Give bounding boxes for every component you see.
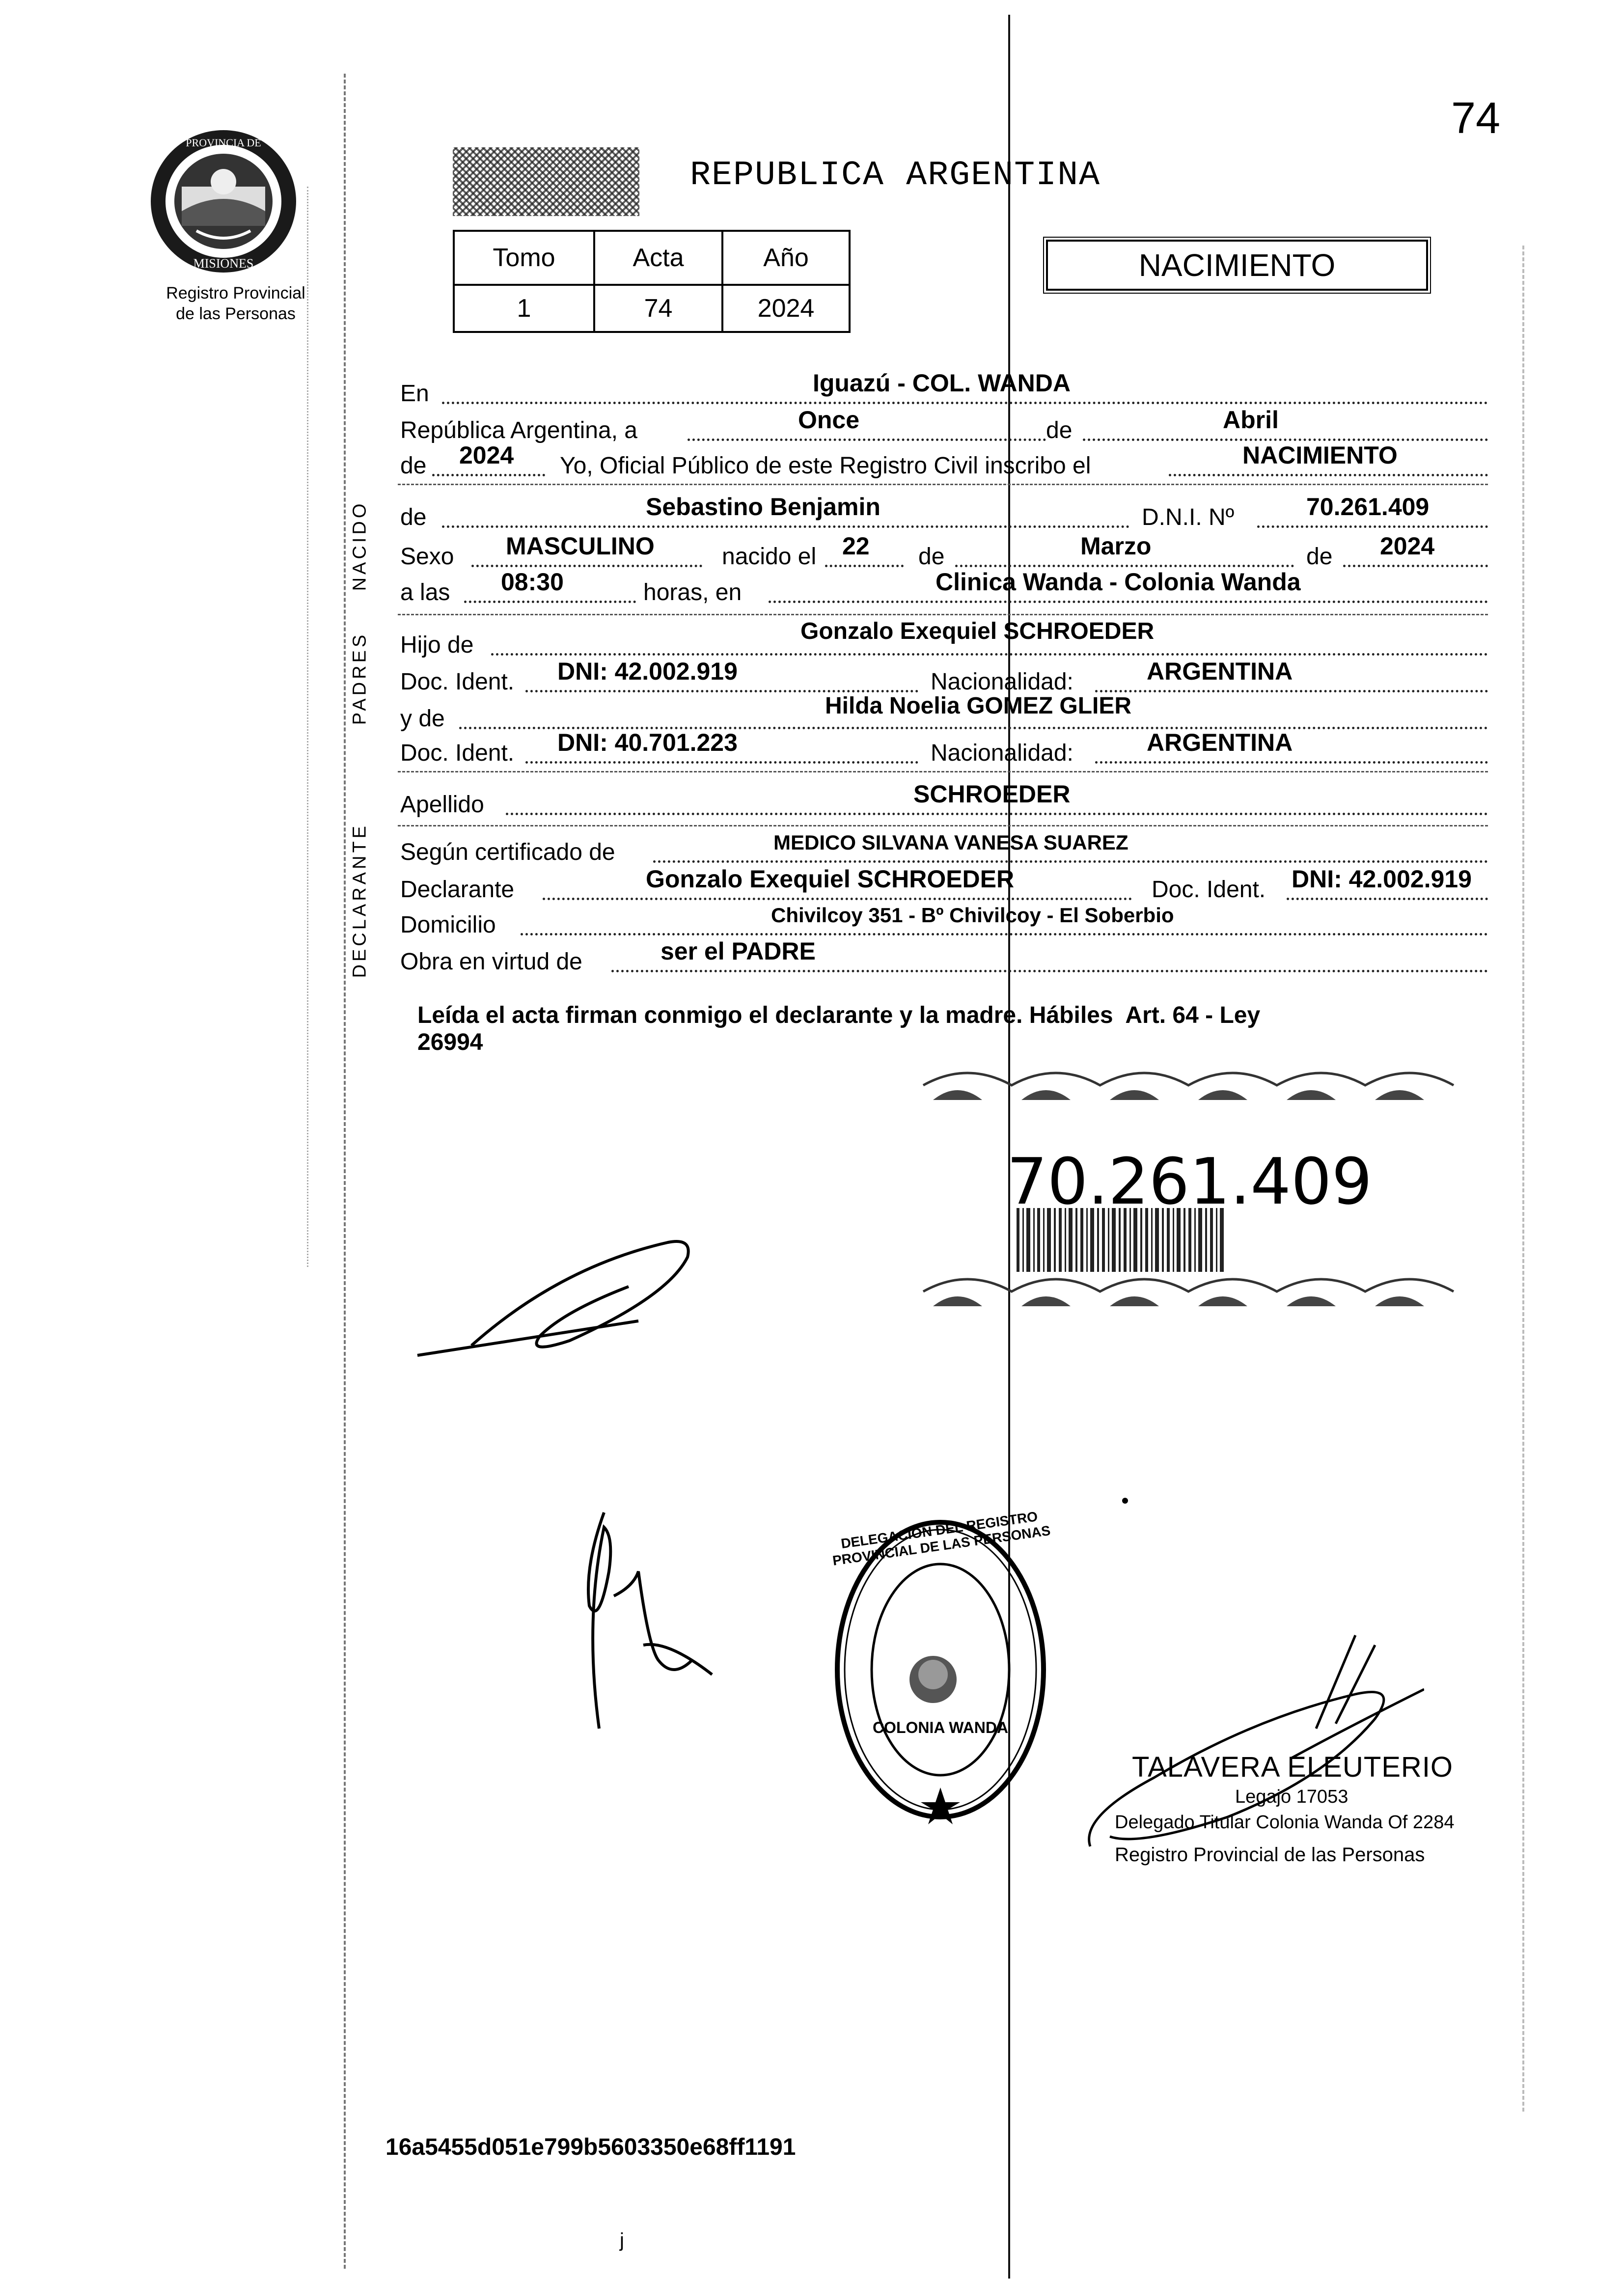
sticker-number: 70.261.409: [1007, 1144, 1373, 1219]
declarante-value: Gonzalo Exequiel SCHROEDER: [646, 865, 1015, 893]
lugar-dots: [769, 601, 1488, 603]
dia-value: Once: [798, 406, 860, 434]
declarante-doc-label: Doc. Ident.: [1152, 877, 1266, 903]
id-sticker: [894, 1061, 1483, 1326]
mes-dots: [1083, 439, 1488, 441]
certificado-label: Según certificado de: [400, 839, 615, 865]
misiones-seal-icon: [147, 128, 300, 275]
right-margin-ticks: [1522, 246, 1524, 2112]
footer-mark: j: [620, 2229, 624, 2251]
republica-label: República Argentina, a: [400, 417, 637, 443]
dia-dots: [688, 439, 1046, 441]
stray-dot: [1122, 1498, 1128, 1504]
madre-nac-dots: [1095, 761, 1488, 764]
padre-nac-label: Nacionalidad:: [931, 669, 1073, 695]
hora-dots: [464, 601, 636, 603]
dni-value: 70.261.409: [1306, 493, 1430, 521]
padre-nac: ARGENTINA: [1147, 658, 1293, 685]
hash-code: 16a5455d051e799b5603350e68ff1191: [385, 2134, 796, 2160]
official-registro: Registro Provincial de las Personas: [1115, 1844, 1425, 1866]
seal-top-text: PROVINCIA DE: [186, 137, 261, 149]
oficial-text: Yo, Oficial Público de este Registro Civil inscribo el: [560, 453, 1091, 479]
domicilio-label: Domicilio: [400, 912, 496, 938]
padre-nac-dots: [1095, 690, 1488, 692]
declarante-signature: [413, 1228, 756, 1375]
apellido-label: Apellido: [400, 792, 484, 818]
left-margin-line-2: [307, 187, 308, 1267]
declarante-doc: DNI: 42.002.919: [1292, 865, 1472, 893]
official-name: TALAVERA ELEUTERIO: [1132, 1751, 1454, 1783]
de3-label: de: [918, 544, 945, 570]
sexo-label: Sexo: [400, 544, 454, 570]
obra-dots: [611, 970, 1488, 972]
acta-value: 74: [594, 285, 722, 332]
nacido-dia-dots: [825, 565, 904, 567]
padre-doc-dots: [525, 690, 918, 692]
declarante-dots: [543, 898, 1132, 900]
de-label: de: [1046, 417, 1073, 443]
tomo-header: Tomo: [454, 231, 594, 285]
en-dots: [442, 402, 1488, 404]
en-value: Iguazú - COL. WANDA: [813, 369, 1071, 397]
a-las-label: a las: [400, 579, 450, 605]
declarante-label: Declarante: [400, 877, 515, 903]
padre-value: Gonzalo Exequiel SCHROEDER: [800, 618, 1155, 644]
sexo-value: MASCULINO: [506, 532, 655, 560]
madre-nac: ARGENTINA: [1147, 729, 1293, 756]
closing-text-1: Leída el acta firman conmigo el declarante y la madre. Hábiles Art. 64 - Ley: [417, 1002, 1261, 1028]
apellido-value: SCHROEDER: [913, 780, 1071, 808]
apellido-dots: [506, 813, 1488, 815]
inscribo-value: NACIMIENTO: [1242, 441, 1398, 469]
madre-nac-label: Nacionalidad:: [931, 740, 1073, 766]
country-title: REPUBLICA ARGENTINA: [690, 156, 1101, 195]
section-label-nacido: NACIDO: [349, 500, 370, 591]
declarante-doc-dots: [1287, 898, 1488, 900]
padre-dots: [491, 653, 1488, 656]
record-type-label: NACIMIENTO: [1138, 247, 1336, 283]
madre-doc: DNI: 40.701.223: [557, 729, 738, 756]
nombre-value: Sebastino Benjamin: [646, 493, 881, 521]
tomo-value: 1: [454, 285, 594, 332]
anio-value: 2024: [459, 441, 514, 469]
madre-signature: [555, 1498, 742, 1743]
madre-doc-label: Doc. Ident.: [400, 740, 515, 766]
official-cargo: Delegado Titular Colonia Wanda Of 2284: [1115, 1812, 1455, 1833]
domicilio-dots: [521, 933, 1488, 935]
nacido-mes: Marzo: [1080, 532, 1152, 560]
acta-header: Acta: [594, 231, 722, 285]
logo-caption-2: de las Personas: [176, 304, 296, 323]
horas-en-label: horas, en: [643, 579, 742, 605]
en-label: En: [400, 381, 429, 407]
nacido-el-label: nacido el: [722, 544, 817, 570]
nombre-dots: [442, 525, 1129, 528]
separator-4: [398, 825, 1488, 826]
sexo-dots: [471, 565, 702, 567]
seal-bottom-text: MISIONES: [193, 256, 254, 271]
registry-seal: [830, 1509, 1051, 1827]
tomo-acta-table: [453, 230, 851, 333]
obra-value: ser el PADRE: [661, 937, 816, 965]
hijo-label: Hijo de: [400, 632, 474, 658]
security-pattern: [453, 147, 639, 216]
anio-header: Año: [722, 231, 850, 285]
lugar-value: Clinica Wanda - Colonia Wanda: [936, 568, 1301, 596]
logo-caption-1: Registro Provincial: [166, 284, 305, 302]
padre-doc: DNI: 42.002.919: [557, 658, 738, 685]
official-legajo: Legajo 17053: [1235, 1786, 1349, 1807]
y-de-label: y de: [400, 706, 445, 732]
de2-label: de: [400, 453, 427, 479]
inscribo-dots: [1169, 474, 1488, 476]
mes-value: Abril: [1223, 406, 1279, 434]
nacido-anio-dots: [1343, 565, 1488, 567]
nacido-dia: 22: [842, 532, 870, 560]
closing-text-2: 26994: [417, 1029, 483, 1055]
dni-dots: [1257, 525, 1488, 528]
section-label-declarante: DECLARANTE: [349, 823, 370, 978]
certificado-value: MEDICO SILVANA VANESA SUAREZ: [773, 831, 1129, 854]
nombre-label: de: [400, 504, 427, 530]
domicilio-value: Chivilcoy 351 - Bº Chivilcoy - El Soberbio: [771, 904, 1174, 927]
seal-inner-text: COLONIA WANDA: [872, 1719, 1009, 1736]
nacido-anio: 2024: [1380, 532, 1435, 560]
madre-value: Hilda Noelia GOMEZ GLIER: [825, 693, 1132, 719]
separator-2: [398, 614, 1488, 615]
record-type-box: [1046, 240, 1428, 291]
obra-label: Obra en virtud de: [400, 949, 582, 975]
dni-label: D.N.I. Nº: [1142, 504, 1235, 530]
seal-ring-text: DELEGACION DEL REGISTRO PROVINCIAL DE LAS PERSONAS: [831, 1509, 1051, 1568]
left-margin-line: [344, 74, 346, 2269]
separator-3: [398, 771, 1488, 772]
page-number: 74: [1451, 94, 1501, 143]
madre-doc-dots: [525, 761, 918, 764]
de4-label: de: [1306, 544, 1333, 570]
province-logo: [147, 128, 300, 275]
section-label-padres: PADRES: [349, 632, 370, 725]
separator-1: [398, 484, 1488, 485]
anio-value: 2024: [722, 285, 850, 332]
nacido-mes-dots: [955, 565, 1294, 567]
certificado-dots: [653, 860, 1488, 863]
padre-doc-label: Doc. Ident.: [400, 669, 515, 695]
hora-value: 08:30: [501, 568, 564, 596]
anio-dots: [432, 474, 545, 476]
